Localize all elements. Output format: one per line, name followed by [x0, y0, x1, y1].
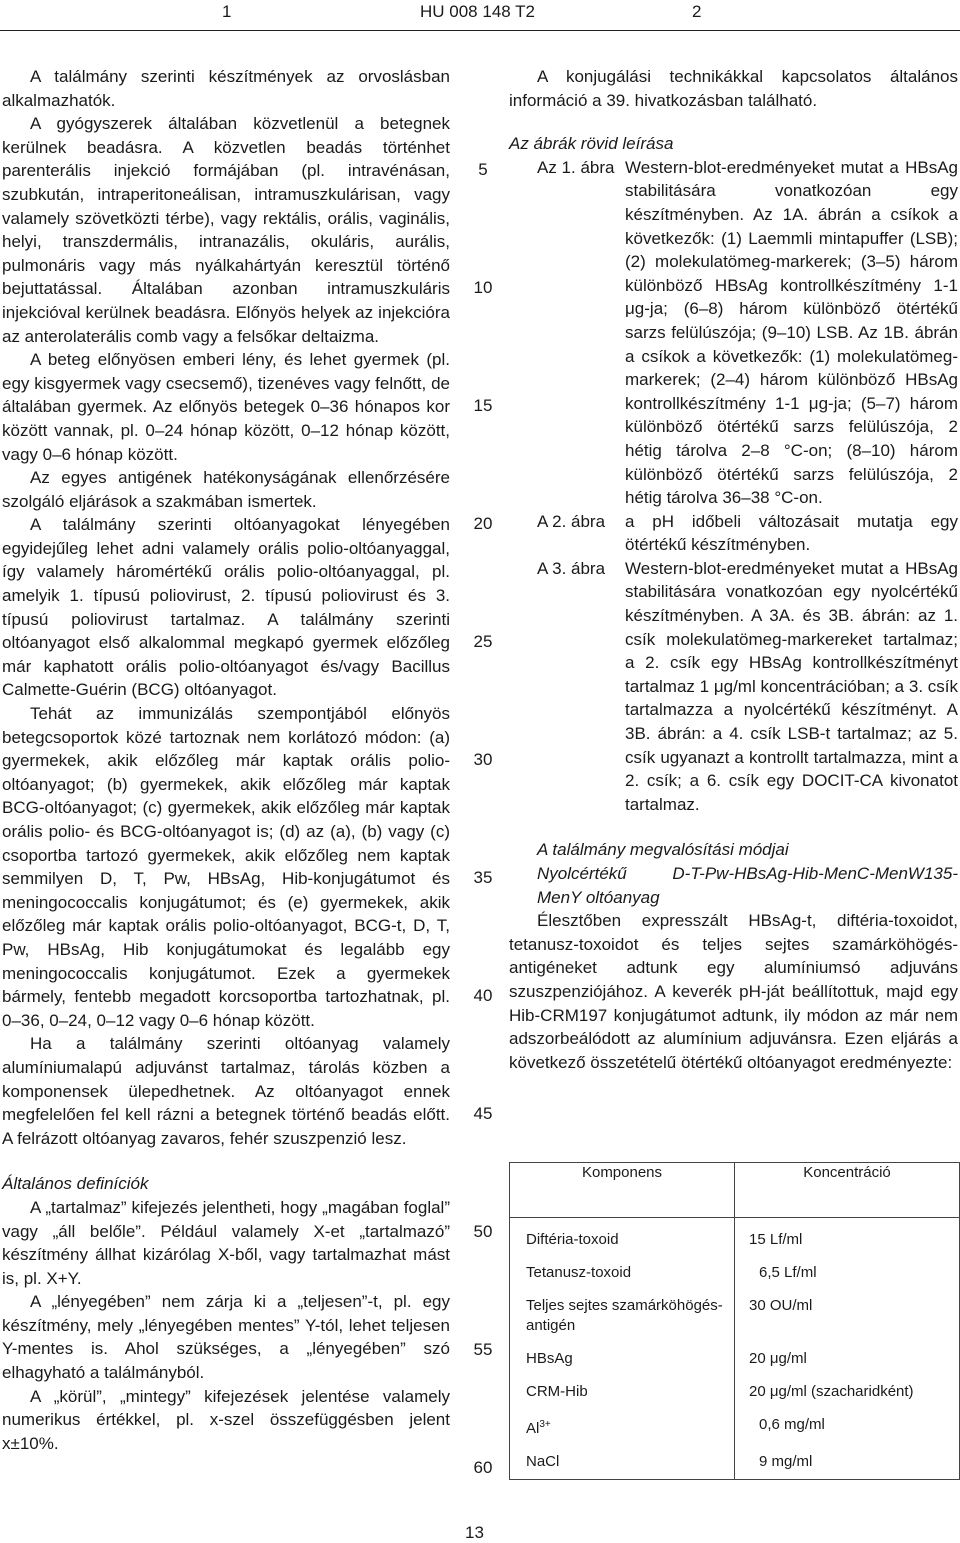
figure-description	[509, 510, 958, 557]
concentration-cell: 20 μg/ml	[735, 1343, 960, 1376]
paragraph: Tehát az immunizálás szempontjából előnyös betegcsoportok közé tartoznak nem korlátozó módon: (a) gyermekek, akik előzőleg már kaptak orális polio-oltóanyagot; (b) gyermekek, akik előzőleg már kaptak BCG-oltóanyagot; (c) gyermekek, akik előzőleg már kaptak orális polio- és BCG-oltóanyagot is; (d) az (a), (b) vagy (c) csoportba tartozó gyermekek, akik előzőleg nem kaptak semmilyen D, T, Pw, HBsAg, Hib-konjugátumot és meningococcalis konjugátumot; és (e) gyermekek, akik előzőleg már kaptak orális polio-oltóanyagot, BCG-t, D, T, Pw, HBsAg, Hib konjugátumokat és legalább egy meningococcalis konjugátumot. Ezek a gyermekek bármely, fentebb megadott korcsoportba tartozhatnak, pl. 0–36, 0–24, 0–12 vagy 0–6 hónap között.	[2, 704, 450, 1030]
subheading-vaccine: Nyolcértékű D-T-Pw-HBsAg-Hib-MenC-MenW135-MenY oltóanyag	[537, 864, 958, 907]
paragraph: A gyógyszerek általában közvetlenül a betegnek kerülnek beadásra. A közvetlen beadás történhet parenterális injekció formájában (pl. intravénásan, szubkután, intraperitoneálisan, intramuszkulárisan, vagy valamely szövetközti térbe), vagy rektális, orális, vaginális, helyi, transzdermális, intranazális, okuláris, aurális, pulmonáris vagy más nyálkahártyán keresztül történő bejuttatással. Általában azonban intramuszkuláris injekcióval kerülnek beadásra. Előnyös helyek az injekcióra az anterolaterális comb vagy a felsőkar deltaizma.	[2, 114, 450, 346]
table-header-concentration: Koncentráció	[735, 1163, 960, 1218]
line-number: 55	[473, 1340, 493, 1359]
table-row	[510, 1446, 960, 1480]
component-cell: Diftéria-toxoid	[510, 1218, 735, 1258]
line-number: 30	[473, 750, 493, 769]
table-row	[510, 1409, 960, 1446]
paragraph: A konjugálási technikákkal kapcsolatos általános információ a 39. hivatkozásban található.	[509, 67, 958, 110]
concentration-cell: 15 Lf/ml	[735, 1218, 960, 1258]
header-document-id: HU 008 148 T2	[420, 2, 535, 21]
paragraph: A „körül”, „mintegy” kifejezések jelentése valamely numerikus értékkel, pl. x-szel összefüggésben jelent x±10%.	[2, 1386, 450, 1453]
section-heading-figures: Az ábrák rövid leírása	[509, 134, 674, 154]
figure-label: A 2. ábra	[537, 511, 606, 531]
component-cell: Tetanusz-toxoid	[510, 1257, 735, 1290]
line-number: 35	[473, 868, 493, 887]
figure-label: Az 1. ábra	[537, 157, 615, 177]
section-heading-definitions: Általános definíciók	[2, 1174, 149, 1194]
line-number: 60	[473, 1458, 493, 1477]
paragraph: Élesztőben expresszált HBsAg-t, diftéria-toxoidot, tetanusz-toxoidot és teljes sejtes szamárköhögés-antigéneket adtunk egy alumíniumsó adjuváns szuszpenziójához. A keverék pH-ját beállítottuk, majd egy Hib-CRM197 konjugátumot adtunk, ily módon az már nem adszorbeálódott az alumínium adjuvánsra. Ezen eljárás a következő összetételű ötértékű oltóanyagot eredményezte:	[509, 911, 958, 1072]
table-header-component: Komponens	[510, 1163, 735, 1218]
figure-description	[509, 557, 958, 817]
figure-description	[509, 156, 958, 510]
component-cell: CRM-Hib	[510, 1376, 735, 1409]
concentration-cell: 0,6 mg/ml	[735, 1409, 960, 1446]
line-number: 20	[473, 514, 493, 533]
line-number: 45	[473, 1104, 493, 1123]
header-right-number: 2	[692, 2, 702, 21]
line-number: 40	[473, 986, 493, 1005]
paragraph: A „lényegében” nem zárja ki a „teljesen”-t, pl. egy készítmény, mely „lényegében mentes” Y-tól, lehet teljesen Y-mentes is. Ahol szükséges, a „lényegében” szó elhagyható a találmányból.	[2, 1292, 450, 1383]
table-row	[510, 1257, 960, 1290]
figure-text: Western-blot-eredményeket mutat a HBsAg stabilitására vonatkozóan egy nyolcértékű készítményben. A 3A. és 3B. ábrán: az 1. csík molekulatömeg-markereket tartalmaz; a 2. csík egy HBsAg kontrollkészítményt tartalmaz 1 μg/ml koncentrációban; a 3. csík tartalmazza a nyolcértékű készítményt. A 3B. ábrán: a 4. csík LSB-t tartalmaz; az 5. csík ugyanazt a kontrollt tartalmazza, mint a 2. csík; a 6. csík egy DOCIT-CA kivonatot tartalmaz.	[625, 558, 958, 814]
concentration-cell: 6,5 Lf/ml	[735, 1257, 960, 1290]
component-cell: Teljes sejtes szamárköhögés-antigén	[510, 1290, 735, 1343]
paragraph: Az egyes antigének hatékonyságának ellenőrzésére szolgáló eljárások a szakmában ismertek.	[2, 468, 450, 511]
table-row	[510, 1290, 960, 1343]
left-column	[2, 65, 450, 1455]
component-cell: $Al^{3+}$	[510, 1409, 735, 1446]
component-cell: HBsAg	[510, 1343, 735, 1376]
concentration-cell: 9 mg/ml	[735, 1446, 960, 1480]
header-rule	[0, 30, 960, 31]
paragraph: Ha a találmány szerinti oltóanyag valamely alumíniumalapú adjuvánst tartalmaz, tárolás közben a komponensek ülepedhetnek. Az oltóanyagot ennek megfelelően fel kell rázni a betegnek történő beadás előtt. A felrázott oltóanyag zavaros, fehér szuszpenzió lesz.	[2, 1034, 450, 1148]
table-row	[510, 1218, 960, 1258]
concentration-cell: 30 OU/ml	[735, 1290, 960, 1343]
right-column	[509, 65, 958, 1074]
component-cell: NaCl	[510, 1446, 735, 1480]
line-number: 5	[478, 160, 488, 179]
composition-table	[509, 1162, 960, 1480]
page-number: 13	[465, 1523, 484, 1542]
paragraph: A „tartalmaz” kifejezés jelentheti, hogy „magában foglal” vagy „áll belőle”. Például valamely X-et „tartalmazó” készítmény állhat kizárólag X-ből, vagy tartalmazhat mást is, pl. X+Y.	[2, 1197, 450, 1288]
line-number: 10	[473, 278, 493, 297]
paragraph: A találmány szerinti oltóanyagokat lényegében egyidejűleg lehet adni valamely orális polio-oltóanyaggal, így valamely háromértékű orális polio-oltóanyaggal, pl. amelyik 1. típusú poliovirust, 2. típusú poliovirust és 3. típusú poliovirust tartalmaz. A találmány szerinti oltóanyagot első alkalommal megkapó gyermek előzőleg már kaphatott orális polio-oltóanyagot és/vagy Bacillus Calmette-Guérin (BCG) oltóanyagot.	[2, 515, 450, 700]
line-number: 25	[473, 632, 493, 651]
figure-text: a pH időbeli változásait mutatja egy ötértékű készítményben.	[625, 511, 958, 555]
line-number: 50	[473, 1222, 493, 1241]
concentration-cell: 20 μg/ml (szacharidként)	[735, 1376, 960, 1409]
table-header-row	[510, 1163, 960, 1218]
figure-text: Western-blot-eredményeket mutat a HBsAg stabilitására vonatkozóan egy készítményben. Az 1A. ábrán a csíkok a következők: (1) Laemmli mintapuffer (LSB); (2) molekulatömeg-markerek; (3–5) három különböző HBsAg kontrollkészítmény 1-1 μg-ja; (6–8) három különböző ötértékű sarzs felülúszója; (9–10) LSB. Az 1B. ábrán a csíkok a következők: (1) molekulatömeg-markerek; (2–4) három különböző HBsAg kontrollkészítmény 1-1 μg-ja; (5–7) három különböző ötértékű sarzs felülúszója, 2 hétig tárolva 2–8 °C-on; (8–10) három különböző ötértékű sarzs felülúszója, 2 hétig tárolva 36–38 °C-on.	[625, 157, 958, 508]
section-heading-embodiments: A találmány megvalósítási módjai	[537, 840, 789, 860]
paragraph: A beteg előnyösen emberi lény, és lehet gyermek (pl. egy kisgyermek vagy csecsemő), tizenéves vagy felnőtt, de általában gyermek. Az előnyös betegek 0–36 hónapos kor között vannak, pl. 0–24 hónap között, 0–12 hónap között, vagy 0–6 hónap között.	[2, 350, 450, 464]
paragraph: A találmány szerinti készítmények az orvoslásban alkalmazhatók.	[2, 67, 450, 110]
table-row	[510, 1343, 960, 1376]
table-row	[510, 1376, 960, 1409]
header-left-number: 1	[222, 2, 232, 21]
line-number: 15	[473, 396, 493, 415]
figure-label: A 3. ábra	[537, 558, 606, 578]
